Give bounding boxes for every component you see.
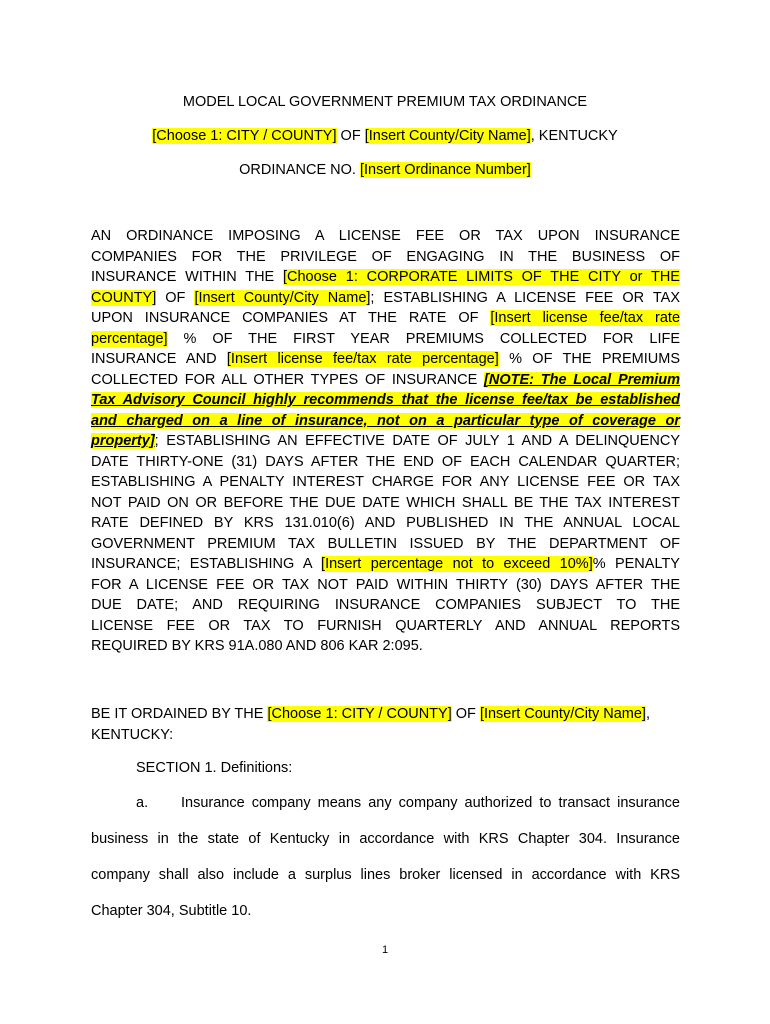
paragraph-line bbox=[91, 390, 680, 411]
editor-note-text: property] bbox=[91, 433, 155, 449]
paragraph-line bbox=[91, 513, 680, 534]
paragraph-line bbox=[91, 452, 680, 473]
placeholder-text: [Insert Ordinance Number] bbox=[359, 162, 531, 178]
text-run: , KENTUCKY bbox=[530, 128, 618, 144]
text-run: OF bbox=[156, 289, 195, 306]
section-1-heading: SECTION 1. Definitions: bbox=[136, 760, 293, 776]
placeholder-text: [Choose 1: CITY / COUNTY] bbox=[267, 706, 452, 722]
text-run: ESTABLISHING A PENALTY INTEREST CHARGE FOR ANY LICENSE FEE OR TAX bbox=[91, 474, 680, 490]
text-run: % OF THE PREMIUMS bbox=[498, 351, 680, 367]
text-run: RATE DEFINED BY KRS 131.010(6) AND PUBLISHED IN THE ANNUAL LOCAL bbox=[91, 515, 680, 531]
editor-note-text: and charged on a line of insurance, not on a particular type of coverage or bbox=[91, 412, 680, 429]
editor-note-text: Tax Advisory Council highly recommends that the license fee/tax be established bbox=[91, 392, 680, 408]
placeholder-text: COUNTY] bbox=[91, 289, 157, 306]
paragraph-line bbox=[91, 247, 680, 268]
definition-a-line: business in the state of Kentucky in accordance with KRS Chapter 304. Insurance bbox=[91, 831, 680, 847]
paragraph-line bbox=[91, 595, 680, 616]
ordained-clause-continued: KENTUCKY: bbox=[91, 727, 174, 743]
text-run: % OF THE FIRST YEAR PREMIUMS COLLECTED FOR LIFE bbox=[167, 330, 680, 347]
text-run: UPON INSURANCE COMPANIES AT THE RATE OF bbox=[91, 310, 491, 326]
placeholder-text: percentage] bbox=[91, 330, 168, 347]
ordinance-number-line bbox=[0, 160, 770, 180]
text-run: REQUIRED BY KRS 91A.080 AND 806 KAR 2:095. bbox=[91, 638, 423, 654]
text-run: OF bbox=[336, 128, 365, 144]
paragraph-line bbox=[91, 308, 680, 329]
placeholder-text: [Insert County/City Name] bbox=[364, 128, 531, 144]
paragraph-line bbox=[91, 493, 680, 514]
definition-a-line: Chapter 304, Subtitle 10. bbox=[91, 903, 252, 919]
ordinance-title: MODEL LOCAL GOVERNMENT PREMIUM TAX ORDINANCE bbox=[182, 94, 588, 110]
placeholder-text: [Insert license fee/tax rate bbox=[490, 310, 681, 326]
definition-a-marker: a. bbox=[136, 795, 149, 811]
text-run: % PENALTY bbox=[592, 556, 680, 572]
paragraph-line bbox=[91, 534, 680, 555]
paragraph-line bbox=[91, 411, 680, 432]
placeholder-text: [Choose 1: CITY / COUNTY] bbox=[152, 128, 337, 144]
text-run: ; ESTABLISHING AN EFFECTIVE DATE OF JULY 1 AND A DELINQUENCY bbox=[154, 433, 680, 449]
paragraph-line bbox=[91, 267, 680, 288]
paragraph-line bbox=[91, 288, 680, 309]
text-run: COLLECTED FOR ALL OTHER TYPES OF INSURANCE bbox=[91, 371, 485, 388]
definition-a-first-line: Insurance company means any company authorized to transact insurance bbox=[181, 795, 680, 811]
placeholder-text: [Insert license fee/tax rate percentage] bbox=[226, 351, 499, 367]
text-run: GOVERNMENT PREMIUM TAX BULLETIN ISSUED BY THE DEPARTMENT OF bbox=[91, 535, 680, 552]
text-run: COMPANIES FOR THE PRIVILEGE OF ENGAGING IN THE BUSINESS OF bbox=[91, 248, 680, 265]
paragraph-line bbox=[91, 226, 680, 247]
text-run: INSURANCE WITHIN THE bbox=[91, 269, 283, 285]
text-run: BE IT ORDAINED BY THE bbox=[91, 706, 268, 722]
placeholder-text: [Insert County/City Name] bbox=[479, 706, 646, 722]
text-run: INSURANCE AND bbox=[91, 351, 227, 367]
placeholder-text: [Choose 1: CORPORATE LIMITS OF THE CITY or THE bbox=[282, 269, 680, 285]
paragraph-line bbox=[91, 472, 680, 493]
editor-note-text: [NOTE: The Local Premium bbox=[484, 371, 680, 388]
text-run: , bbox=[645, 706, 650, 722]
jurisdiction-line bbox=[0, 126, 770, 146]
paragraph-line bbox=[91, 616, 680, 637]
ordained-clause bbox=[91, 704, 650, 724]
text-run: LICENSE FEE OR TAX TO FURNISH QUARTERLY AND ANNUAL REPORTS bbox=[91, 617, 680, 634]
page-number: 1 bbox=[381, 944, 389, 956]
text-run: INSURANCE; ESTABLISHING A bbox=[91, 556, 322, 572]
placeholder-text: [Insert County/City Name] bbox=[194, 289, 371, 306]
ordinance-summary-paragraph bbox=[91, 226, 680, 657]
paragraph-line bbox=[91, 329, 680, 350]
paragraph-line bbox=[91, 370, 680, 391]
placeholder-text: [Insert percentage not to exceed 10%] bbox=[321, 556, 593, 572]
paragraph-line bbox=[91, 575, 680, 596]
text-run: NOT PAID ON OR BEFORE THE DUE DATE WHICH SHALL BE THE TAX INTEREST bbox=[91, 494, 680, 511]
paragraph-line bbox=[91, 554, 680, 575]
text-run: ORDINANCE NO. bbox=[239, 162, 360, 178]
text-run: FOR A LICENSE FEE OR TAX NOT PAID WITHIN THIRTY (30) DAYS AFTER THE bbox=[91, 576, 680, 593]
text-run: OF bbox=[451, 706, 480, 722]
text-run: DATE THIRTY-ONE (31) DAYS AFTER THE END OF EACH CALENDAR QUARTER; bbox=[91, 453, 680, 470]
text-run: DUE DATE; AND REQUIRING INSURANCE COMPANIES SUBJECT TO THE bbox=[91, 597, 680, 613]
text-run: AN ORDINANCE IMPOSING A LICENSE FEE OR TAX UPON INSURANCE bbox=[91, 228, 680, 244]
paragraph-line bbox=[91, 349, 680, 370]
paragraph-line bbox=[91, 636, 680, 657]
text-run: ; ESTABLISHING A LICENSE FEE OR TAX bbox=[370, 289, 680, 306]
paragraph-line bbox=[91, 431, 680, 452]
definition-a-line: company shall also include a surplus lines broker licensed in accordance with KRS bbox=[91, 867, 680, 883]
